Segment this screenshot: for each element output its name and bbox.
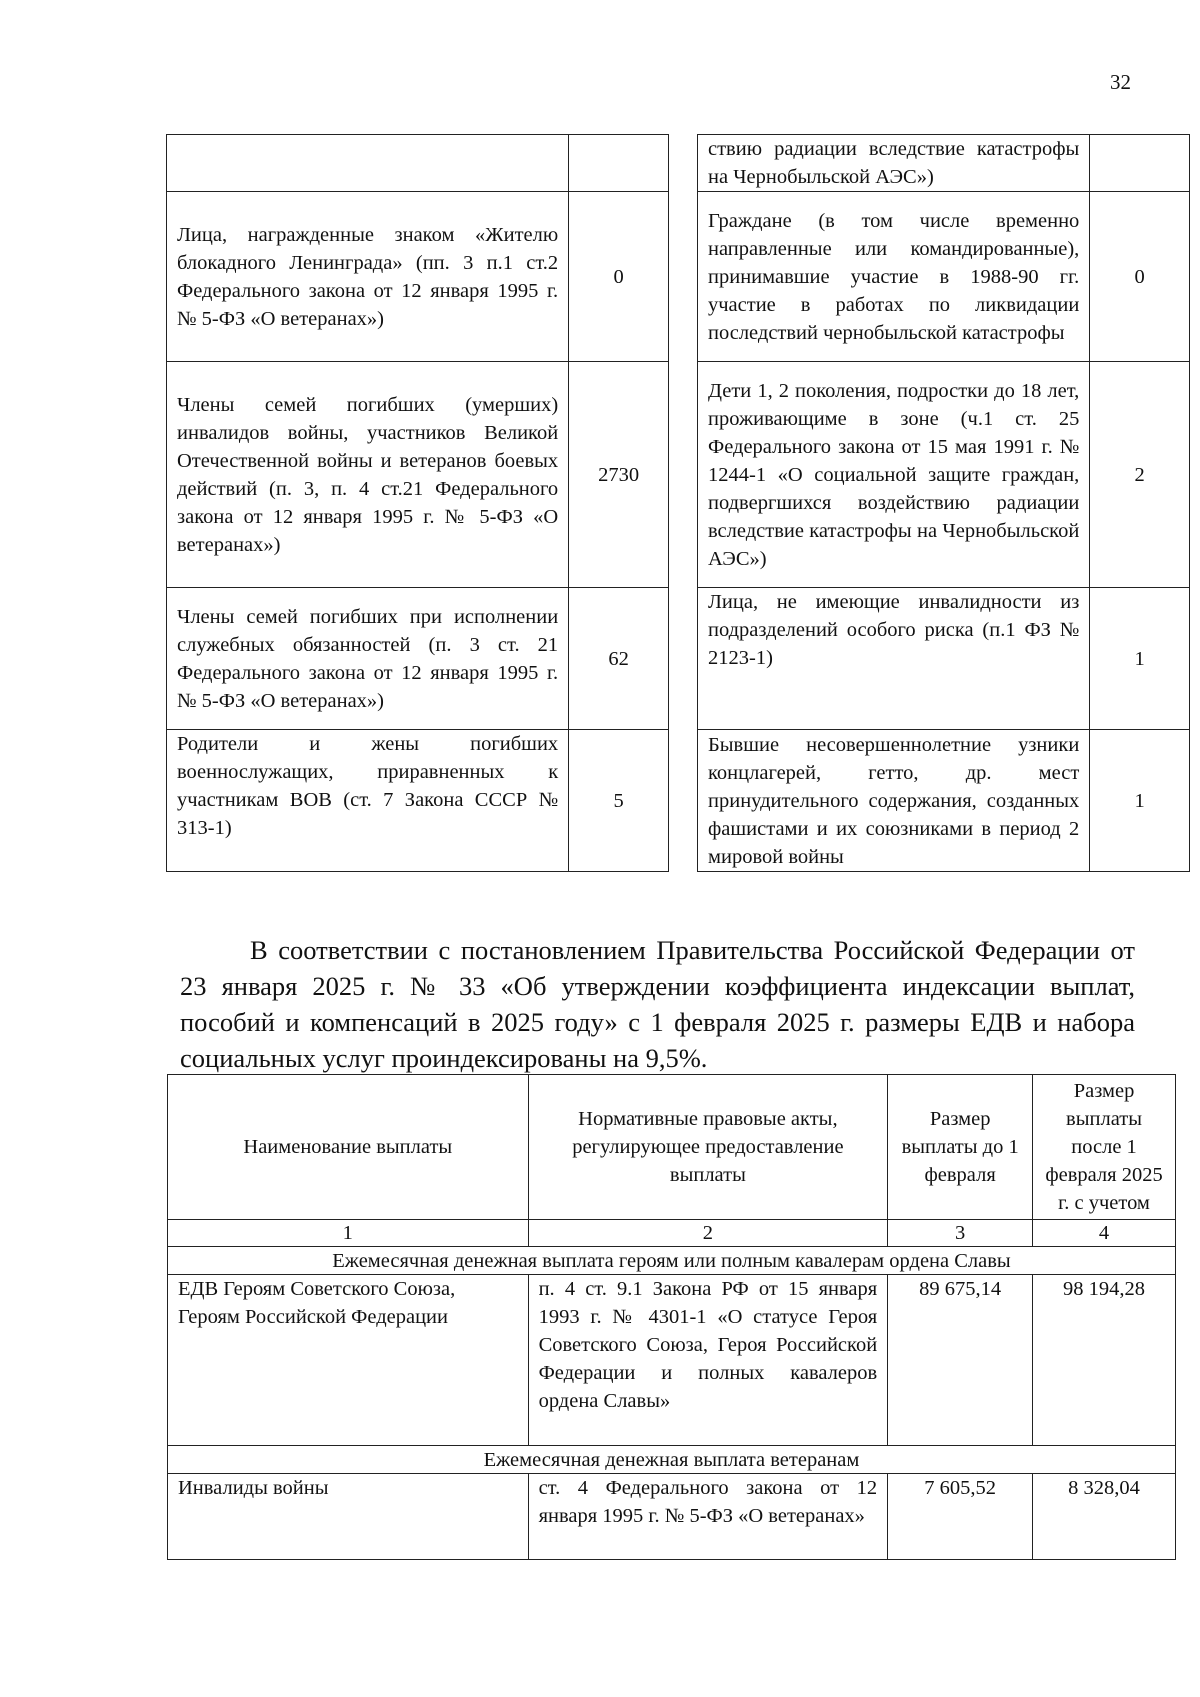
table-row — [167, 192, 669, 362]
category-description: ствию радиации вследствие катастрофы на Чернобыльской АЭС») — [698, 135, 1090, 192]
payment-before: 7 605,52 — [888, 1474, 1033, 1560]
section-row — [168, 1446, 1176, 1474]
category-count: 5 — [569, 730, 669, 872]
table-row — [167, 135, 669, 192]
table-header-row — [168, 1075, 1176, 1220]
column-number: 3 — [888, 1220, 1033, 1247]
column-header-acts: Нормативные правовые акты, регулирующее предоставление выплаты — [528, 1075, 888, 1220]
category-description: Бывшие несовершеннолетние узники концлагерей, гетто, др. мест принудительного содержания, созданных фашистами и их союзниками в период 2 мировой войны — [698, 730, 1090, 872]
table-row — [698, 362, 1190, 588]
payment-legal-act: ст. 4 Федерального закона от 12 января 1995 г. № 5-ФЗ «О ветеранах» — [528, 1474, 888, 1560]
column-number: 4 — [1033, 1220, 1176, 1247]
category-count: 2 — [1090, 362, 1190, 588]
page-number: 32 — [1110, 70, 1131, 94]
category-description: Лица, награжденные знаком «Жителю блокадного Ленинграда» (пп. 3 п.1 ст.2 Федерального закона от 12 января 1995 г. № 5-ФЗ «О ветеранах») — [167, 192, 569, 362]
table-row — [698, 135, 1190, 192]
column-header-after: Размер выплаты после 1 февраля 2025 г. с учетом — [1033, 1075, 1176, 1220]
category-count — [569, 135, 669, 192]
category-description: Родители и жены погибших военнослужащих, приравненных к участникам ВОВ (ст. 7 Закона СССР № 313-1) — [167, 730, 569, 872]
payment-after: 98 194,28 — [1033, 1275, 1176, 1446]
category-count: 2730 — [569, 362, 669, 588]
category-description: Дети 1, 2 поколения, подростки до 18 лет, проживающиме в зоне (ч.1 ст. 25 Федерального закона от 15 мая 1991 г. № 1244-1 «О социальной защите граждан, подвергшихся воздействию радиации вследствие катастрофы на Чернобыльской АЭС») — [698, 362, 1090, 588]
payment-name: ЕДВ Героям Советского Союза, Героям Российской Федерации — [168, 1275, 529, 1446]
column-header-before: Размер выплаты до 1 февраля — [888, 1075, 1033, 1220]
section-title: Ежемесячная денежная выплата героям или полным кавалерам ордена Славы — [168, 1247, 1176, 1275]
table-row — [167, 362, 669, 588]
category-count: 1 — [1090, 588, 1190, 730]
category-count: 0 — [1090, 192, 1190, 362]
table-row — [167, 730, 669, 872]
payment-name: Инвалиды войны — [168, 1474, 529, 1560]
category-description: Члены семей погибших (умерших) инвалидов войны, участников Великой Отечественной войны и ветеранов боевых действий (п. 3, п. 4 ст.21 Федерального закона от 12 января 1995 г. № 5-ФЗ «О ветеранах») — [167, 362, 569, 588]
category-description: Лица, не имеющие инвалидности из подразделений особого риска (п.1 ФЗ № 2123-1) — [698, 588, 1090, 730]
payments-table — [167, 1074, 1176, 1560]
table-row — [168, 1275, 1176, 1446]
table-row — [698, 588, 1190, 730]
category-count: 0 — [569, 192, 669, 362]
left-category-table — [166, 134, 669, 872]
category-description: Члены семей погибших при исполнении служебных обязанностей (п. 3 ст. 21 Федерального закона от 12 января 1995 г. № 5-ФЗ «О ветеранах») — [167, 588, 569, 730]
category-description: Граждане (в том числе временно направленные или командированные), принимавшие участие в 1988-90 гг. участие в работах по ликвидации последствий чернобыльской катастрофы — [698, 192, 1090, 362]
payment-after: 8 328,04 — [1033, 1474, 1176, 1560]
category-count: 62 — [569, 588, 669, 730]
column-number-row — [168, 1220, 1176, 1247]
table-row — [698, 730, 1190, 872]
category-count — [1090, 135, 1190, 192]
column-number: 2 — [528, 1220, 888, 1247]
payment-legal-act: п. 4 ст. 9.1 Закона РФ от 15 января 1993 г. № 4301-1 «О статусе Героя Советского Союза, Героя Российской Федерации и полных кавалеров ордена Славы» — [528, 1275, 888, 1446]
table-row — [698, 192, 1190, 362]
category-count: 1 — [1090, 730, 1190, 872]
category-description — [167, 135, 569, 192]
section-title: Ежемесячная денежная выплата ветеранам — [168, 1446, 1176, 1474]
payment-before: 89 675,14 — [888, 1275, 1033, 1446]
right-category-table — [697, 134, 1190, 872]
column-header-name: Наименование выплаты — [168, 1075, 529, 1220]
table-row — [168, 1474, 1176, 1560]
table-row — [167, 588, 669, 730]
indexation-paragraph — [180, 932, 1135, 1076]
paragraph-text: В соответствии с постановлением Правительства Российской Федерации от 23 января 2025 г. № 33 «Об утверждении коэффициента индексации выплат, пособий и компенсаций в 2025 году» с 1 февраля 2025 г. размеры ЕДВ и набора социальных услуг проиндексированы на 9,5%. — [180, 934, 1135, 1073]
column-number: 1 — [168, 1220, 529, 1247]
section-row — [168, 1247, 1176, 1275]
